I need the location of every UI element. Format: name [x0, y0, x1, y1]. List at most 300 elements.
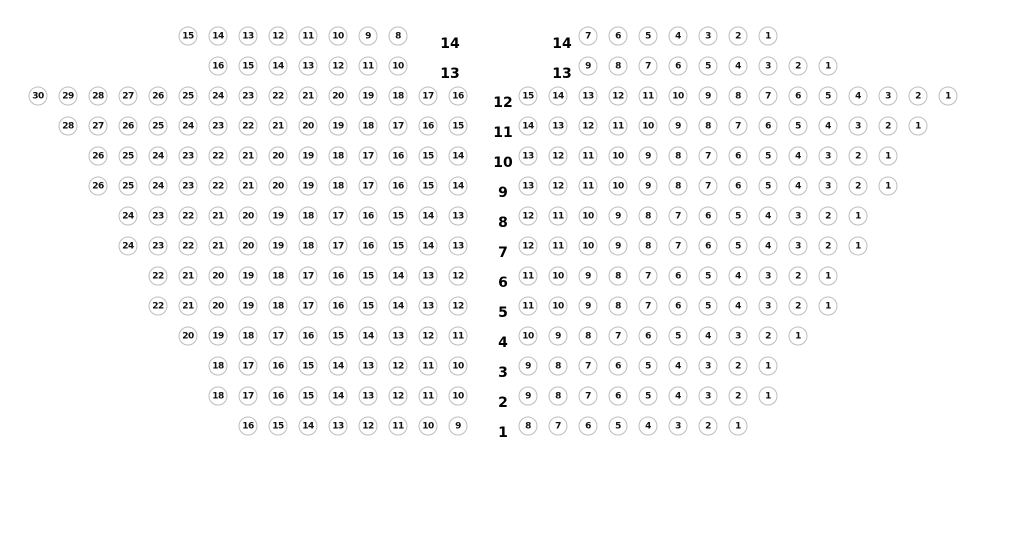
seat-row12-right-9[interactable]: 9 [699, 87, 718, 106]
seat-row11-left-27[interactable]: 27 [89, 117, 108, 136]
seat-row3-left-18[interactable]: 18 [209, 357, 228, 376]
seat-row12-right-15[interactable]: 15 [519, 87, 538, 106]
seat-row12-left-30[interactable]: 30 [29, 87, 48, 106]
seat-row3-right-3[interactable]: 3 [699, 357, 718, 376]
seat-row9-left-21[interactable]: 21 [239, 177, 258, 196]
seat-row10-right-5[interactable]: 5 [759, 147, 778, 166]
seat-row9-right-8[interactable]: 8 [669, 177, 688, 196]
seat-row13-left-10[interactable]: 10 [389, 57, 408, 76]
seat-row12-right-6[interactable]: 6 [789, 87, 808, 106]
seat-row3-right-9[interactable]: 9 [519, 357, 538, 376]
seat-row10-right-4[interactable]: 4 [789, 147, 808, 166]
seat-row10-right-11[interactable]: 11 [579, 147, 598, 166]
seat-row7-left-24[interactable]: 24 [119, 237, 138, 256]
seat-row2-right-5[interactable]: 5 [639, 387, 658, 406]
seat-row2-left-18[interactable]: 18 [209, 387, 228, 406]
seat-row5-right-5[interactable]: 5 [699, 297, 718, 316]
seat-row5-right-10[interactable]: 10 [549, 297, 568, 316]
seat-row5-left-13[interactable]: 13 [419, 297, 438, 316]
seat-row8-right-10[interactable]: 10 [579, 207, 598, 226]
seat-row4-left-16[interactable]: 16 [299, 327, 318, 346]
seat-row5-right-2[interactable]: 2 [789, 297, 808, 316]
seat-row11-right-7[interactable]: 7 [729, 117, 748, 136]
seat-row12-left-29[interactable]: 29 [59, 87, 78, 106]
seat-row4-right-4[interactable]: 4 [699, 327, 718, 346]
seat-row12-left-28[interactable]: 28 [89, 87, 108, 106]
seat-row3-right-4[interactable]: 4 [669, 357, 688, 376]
seat-row10-right-6[interactable]: 6 [729, 147, 748, 166]
seat-row13-right-5[interactable]: 5 [699, 57, 718, 76]
seat-row6-left-22[interactable]: 22 [149, 267, 168, 286]
seat-row10-left-14[interactable]: 14 [449, 147, 468, 166]
seat-row6-left-16[interactable]: 16 [329, 267, 348, 286]
seat-row9-left-26[interactable]: 26 [89, 177, 108, 196]
seat-row14-left-14[interactable]: 14 [209, 27, 228, 46]
seat-row12-right-14[interactable]: 14 [549, 87, 568, 106]
seat-row12-left-19[interactable]: 19 [359, 87, 378, 106]
seat-row11-left-28[interactable]: 28 [59, 117, 78, 136]
seat-row12-left-20[interactable]: 20 [329, 87, 348, 106]
seat-row14-left-9[interactable]: 9 [359, 27, 378, 46]
seat-row6-right-6[interactable]: 6 [669, 267, 688, 286]
seat-row9-left-25[interactable]: 25 [119, 177, 138, 196]
seat-row3-left-17[interactable]: 17 [239, 357, 258, 376]
seat-row11-right-4[interactable]: 4 [819, 117, 838, 136]
seat-row14-left-10[interactable]: 10 [329, 27, 348, 46]
seat-row13-left-12[interactable]: 12 [329, 57, 348, 76]
seat-row13-right-9[interactable]: 9 [579, 57, 598, 76]
seat-row14-right-2[interactable]: 2 [729, 27, 748, 46]
seat-row8-left-21[interactable]: 21 [209, 207, 228, 226]
seat-row1-right-7[interactable]: 7 [549, 417, 568, 436]
seat-row3-right-6[interactable]: 6 [609, 357, 628, 376]
seat-row1-right-1[interactable]: 1 [729, 417, 748, 436]
seat-row6-left-18[interactable]: 18 [269, 267, 288, 286]
seat-row10-left-18[interactable]: 18 [329, 147, 348, 166]
seat-row10-left-20[interactable]: 20 [269, 147, 288, 166]
seat-row5-left-15[interactable]: 15 [359, 297, 378, 316]
seat-row2-right-4[interactable]: 4 [669, 387, 688, 406]
seat-row4-right-5[interactable]: 5 [669, 327, 688, 346]
seat-row9-left-20[interactable]: 20 [269, 177, 288, 196]
seat-row5-right-7[interactable]: 7 [639, 297, 658, 316]
seat-row7-left-15[interactable]: 15 [389, 237, 408, 256]
seat-row14-right-4[interactable]: 4 [669, 27, 688, 46]
seat-row10-left-17[interactable]: 17 [359, 147, 378, 166]
seat-row9-left-16[interactable]: 16 [389, 177, 408, 196]
seat-row11-right-8[interactable]: 8 [699, 117, 718, 136]
seat-row7-right-6[interactable]: 6 [699, 237, 718, 256]
seat-row4-right-2[interactable]: 2 [759, 327, 778, 346]
seat-row7-right-10[interactable]: 10 [579, 237, 598, 256]
seat-row7-right-3[interactable]: 3 [789, 237, 808, 256]
seat-row5-right-6[interactable]: 6 [669, 297, 688, 316]
seat-row11-left-24[interactable]: 24 [179, 117, 198, 136]
seat-row9-left-15[interactable]: 15 [419, 177, 438, 196]
seat-row4-left-19[interactable]: 19 [209, 327, 228, 346]
seat-row11-left-18[interactable]: 18 [359, 117, 378, 136]
seat-row5-left-14[interactable]: 14 [389, 297, 408, 316]
seat-row11-left-19[interactable]: 19 [329, 117, 348, 136]
seat-row6-left-13[interactable]: 13 [419, 267, 438, 286]
seat-row9-right-4[interactable]: 4 [789, 177, 808, 196]
seat-row12-left-18[interactable]: 18 [389, 87, 408, 106]
seat-row5-right-4[interactable]: 4 [729, 297, 748, 316]
seat-row8-right-3[interactable]: 3 [789, 207, 808, 226]
seat-row13-right-8[interactable]: 8 [609, 57, 628, 76]
seat-row10-left-23[interactable]: 23 [179, 147, 198, 166]
seat-row7-left-18[interactable]: 18 [299, 237, 318, 256]
seat-row10-right-1[interactable]: 1 [879, 147, 898, 166]
seat-row12-left-26[interactable]: 26 [149, 87, 168, 106]
seat-row3-left-16[interactable]: 16 [269, 357, 288, 376]
seat-row11-right-6[interactable]: 6 [759, 117, 778, 136]
seat-row3-right-2[interactable]: 2 [729, 357, 748, 376]
seat-row2-left-11[interactable]: 11 [419, 387, 438, 406]
seat-row10-left-21[interactable]: 21 [239, 147, 258, 166]
seat-row8-left-13[interactable]: 13 [449, 207, 468, 226]
seat-row11-left-23[interactable]: 23 [209, 117, 228, 136]
seat-row14-right-3[interactable]: 3 [699, 27, 718, 46]
seat-row5-left-12[interactable]: 12 [449, 297, 468, 316]
seat-row9-right-10[interactable]: 10 [609, 177, 628, 196]
seat-row7-right-8[interactable]: 8 [639, 237, 658, 256]
seat-row10-right-9[interactable]: 9 [639, 147, 658, 166]
seat-row2-left-17[interactable]: 17 [239, 387, 258, 406]
seat-row12-left-22[interactable]: 22 [269, 87, 288, 106]
seat-row13-left-11[interactable]: 11 [359, 57, 378, 76]
seat-row12-right-13[interactable]: 13 [579, 87, 598, 106]
seat-row11-left-25[interactable]: 25 [149, 117, 168, 136]
seat-row2-right-1[interactable]: 1 [759, 387, 778, 406]
seat-row7-left-17[interactable]: 17 [329, 237, 348, 256]
seat-row9-right-1[interactable]: 1 [879, 177, 898, 196]
seat-row8-left-16[interactable]: 16 [359, 207, 378, 226]
seat-row9-left-14[interactable]: 14 [449, 177, 468, 196]
seat-row5-left-17[interactable]: 17 [299, 297, 318, 316]
seat-row7-left-23[interactable]: 23 [149, 237, 168, 256]
seat-row10-right-10[interactable]: 10 [609, 147, 628, 166]
seat-row3-right-1[interactable]: 1 [759, 357, 778, 376]
seat-row7-left-22[interactable]: 22 [179, 237, 198, 256]
seat-row4-right-7[interactable]: 7 [609, 327, 628, 346]
seat-row2-left-13[interactable]: 13 [359, 387, 378, 406]
seat-row9-left-17[interactable]: 17 [359, 177, 378, 196]
seat-row2-left-14[interactable]: 14 [329, 387, 348, 406]
seat-row6-right-11[interactable]: 11 [519, 267, 538, 286]
seat-row2-right-7[interactable]: 7 [579, 387, 598, 406]
seat-row8-left-14[interactable]: 14 [419, 207, 438, 226]
seat-row11-left-17[interactable]: 17 [389, 117, 408, 136]
seat-row12-left-27[interactable]: 27 [119, 87, 138, 106]
seat-row6-left-17[interactable]: 17 [299, 267, 318, 286]
seat-row10-right-13[interactable]: 13 [519, 147, 538, 166]
seat-row10-left-16[interactable]: 16 [389, 147, 408, 166]
seat-row1-left-13[interactable]: 13 [329, 417, 348, 436]
seat-row5-left-20[interactable]: 20 [209, 297, 228, 316]
seat-row7-left-20[interactable]: 20 [239, 237, 258, 256]
seat-row8-right-1[interactable]: 1 [849, 207, 868, 226]
seat-row1-right-2[interactable]: 2 [699, 417, 718, 436]
seat-row9-right-12[interactable]: 12 [549, 177, 568, 196]
seat-row14-left-12[interactable]: 12 [269, 27, 288, 46]
seat-row9-right-7[interactable]: 7 [699, 177, 718, 196]
seat-row2-left-10[interactable]: 10 [449, 387, 468, 406]
seat-row8-left-20[interactable]: 20 [239, 207, 258, 226]
seat-row12-right-11[interactable]: 11 [639, 87, 658, 106]
seat-row12-left-23[interactable]: 23 [239, 87, 258, 106]
seat-row11-right-14[interactable]: 14 [519, 117, 538, 136]
seat-row4-left-14[interactable]: 14 [359, 327, 378, 346]
seat-row5-right-11[interactable]: 11 [519, 297, 538, 316]
seat-row12-left-24[interactable]: 24 [209, 87, 228, 106]
seat-row7-right-5[interactable]: 5 [729, 237, 748, 256]
seat-row3-left-12[interactable]: 12 [389, 357, 408, 376]
seat-row1-right-6[interactable]: 6 [579, 417, 598, 436]
seat-row8-right-5[interactable]: 5 [729, 207, 748, 226]
seat-row4-left-12[interactable]: 12 [419, 327, 438, 346]
seat-row2-left-12[interactable]: 12 [389, 387, 408, 406]
seat-row9-right-5[interactable]: 5 [759, 177, 778, 196]
seat-row3-right-5[interactable]: 5 [639, 357, 658, 376]
seat-row14-left-8[interactable]: 8 [389, 27, 408, 46]
seat-row7-right-1[interactable]: 1 [849, 237, 868, 256]
seat-row6-right-8[interactable]: 8 [609, 267, 628, 286]
seat-row3-left-15[interactable]: 15 [299, 357, 318, 376]
seat-row8-left-15[interactable]: 15 [389, 207, 408, 226]
seat-row12-right-7[interactable]: 7 [759, 87, 778, 106]
seat-row11-right-13[interactable]: 13 [549, 117, 568, 136]
seat-row8-left-23[interactable]: 23 [149, 207, 168, 226]
seat-row8-right-9[interactable]: 9 [609, 207, 628, 226]
seat-row12-right-2[interactable]: 2 [909, 87, 928, 106]
seat-row6-right-10[interactable]: 10 [549, 267, 568, 286]
seat-row11-left-22[interactable]: 22 [239, 117, 258, 136]
seat-row6-left-19[interactable]: 19 [239, 267, 258, 286]
seat-row14-left-15[interactable]: 15 [179, 27, 198, 46]
seat-row7-right-2[interactable]: 2 [819, 237, 838, 256]
seat-row4-left-15[interactable]: 15 [329, 327, 348, 346]
seat-row3-right-8[interactable]: 8 [549, 357, 568, 376]
seat-row6-right-9[interactable]: 9 [579, 267, 598, 286]
seat-row7-left-19[interactable]: 19 [269, 237, 288, 256]
seat-row9-right-6[interactable]: 6 [729, 177, 748, 196]
seat-row13-left-14[interactable]: 14 [269, 57, 288, 76]
seat-row14-right-5[interactable]: 5 [639, 27, 658, 46]
seat-row10-left-19[interactable]: 19 [299, 147, 318, 166]
seat-row12-right-8[interactable]: 8 [729, 87, 748, 106]
seat-row14-left-11[interactable]: 11 [299, 27, 318, 46]
seat-row12-right-10[interactable]: 10 [669, 87, 688, 106]
seat-row12-left-17[interactable]: 17 [419, 87, 438, 106]
seat-row12-right-4[interactable]: 4 [849, 87, 868, 106]
seat-row12-right-12[interactable]: 12 [609, 87, 628, 106]
seat-row2-right-9[interactable]: 9 [519, 387, 538, 406]
seat-row5-left-21[interactable]: 21 [179, 297, 198, 316]
seat-row7-right-12[interactable]: 12 [519, 237, 538, 256]
seat-row7-left-13[interactable]: 13 [449, 237, 468, 256]
seat-row11-right-9[interactable]: 9 [669, 117, 688, 136]
seat-row6-right-4[interactable]: 4 [729, 267, 748, 286]
seat-row10-left-26[interactable]: 26 [89, 147, 108, 166]
seat-row3-left-11[interactable]: 11 [419, 357, 438, 376]
seat-row10-left-25[interactable]: 25 [119, 147, 138, 166]
seat-row1-left-16[interactable]: 16 [239, 417, 258, 436]
seat-row10-right-2[interactable]: 2 [849, 147, 868, 166]
seat-row1-right-4[interactable]: 4 [639, 417, 658, 436]
seat-row9-left-19[interactable]: 19 [299, 177, 318, 196]
seat-row7-left-14[interactable]: 14 [419, 237, 438, 256]
seat-row7-right-11[interactable]: 11 [549, 237, 568, 256]
seat-row1-left-9[interactable]: 9 [449, 417, 468, 436]
seat-row10-left-24[interactable]: 24 [149, 147, 168, 166]
seat-row1-right-3[interactable]: 3 [669, 417, 688, 436]
seat-row1-left-10[interactable]: 10 [419, 417, 438, 436]
seat-row2-left-16[interactable]: 16 [269, 387, 288, 406]
seat-row11-left-21[interactable]: 21 [269, 117, 288, 136]
seat-row9-right-13[interactable]: 13 [519, 177, 538, 196]
seat-row9-left-18[interactable]: 18 [329, 177, 348, 196]
seat-row8-right-11[interactable]: 11 [549, 207, 568, 226]
seat-row13-right-7[interactable]: 7 [639, 57, 658, 76]
seat-row9-right-3[interactable]: 3 [819, 177, 838, 196]
seat-row11-right-5[interactable]: 5 [789, 117, 808, 136]
seat-row6-left-15[interactable]: 15 [359, 267, 378, 286]
seat-row4-left-17[interactable]: 17 [269, 327, 288, 346]
seat-row2-right-3[interactable]: 3 [699, 387, 718, 406]
seat-row8-left-22[interactable]: 22 [179, 207, 198, 226]
seat-row8-left-18[interactable]: 18 [299, 207, 318, 226]
seat-row5-left-22[interactable]: 22 [149, 297, 168, 316]
seat-row12-left-25[interactable]: 25 [179, 87, 198, 106]
seat-row8-right-12[interactable]: 12 [519, 207, 538, 226]
seat-row1-right-8[interactable]: 8 [519, 417, 538, 436]
seat-row9-right-2[interactable]: 2 [849, 177, 868, 196]
seat-row6-left-21[interactable]: 21 [179, 267, 198, 286]
seat-row8-left-19[interactable]: 19 [269, 207, 288, 226]
seat-row4-right-9[interactable]: 9 [549, 327, 568, 346]
seat-row13-right-4[interactable]: 4 [729, 57, 748, 76]
seat-row5-left-16[interactable]: 16 [329, 297, 348, 316]
seat-row12-left-16[interactable]: 16 [449, 87, 468, 106]
seat-row5-right-3[interactable]: 3 [759, 297, 778, 316]
seat-row4-right-3[interactable]: 3 [729, 327, 748, 346]
seat-row3-right-7[interactable]: 7 [579, 357, 598, 376]
seat-row11-right-11[interactable]: 11 [609, 117, 628, 136]
seat-row8-right-4[interactable]: 4 [759, 207, 778, 226]
seat-row8-right-7[interactable]: 7 [669, 207, 688, 226]
seat-row9-right-11[interactable]: 11 [579, 177, 598, 196]
seat-row7-left-21[interactable]: 21 [209, 237, 228, 256]
seat-row3-left-13[interactable]: 13 [359, 357, 378, 376]
seat-row10-right-12[interactable]: 12 [549, 147, 568, 166]
seat-row9-left-22[interactable]: 22 [209, 177, 228, 196]
seat-row8-left-17[interactable]: 17 [329, 207, 348, 226]
seat-row7-left-16[interactable]: 16 [359, 237, 378, 256]
seat-row6-right-1[interactable]: 1 [819, 267, 838, 286]
seat-row11-right-10[interactable]: 10 [639, 117, 658, 136]
seat-row7-right-4[interactable]: 4 [759, 237, 778, 256]
seat-row12-right-5[interactable]: 5 [819, 87, 838, 106]
seat-row1-left-11[interactable]: 11 [389, 417, 408, 436]
seat-row11-right-3[interactable]: 3 [849, 117, 868, 136]
seat-row8-left-24[interactable]: 24 [119, 207, 138, 226]
seat-row1-left-12[interactable]: 12 [359, 417, 378, 436]
seat-row4-right-8[interactable]: 8 [579, 327, 598, 346]
seat-row13-right-2[interactable]: 2 [789, 57, 808, 76]
seat-row10-right-3[interactable]: 3 [819, 147, 838, 166]
seat-row8-right-2[interactable]: 2 [819, 207, 838, 226]
seat-row11-right-2[interactable]: 2 [879, 117, 898, 136]
seat-row5-right-8[interactable]: 8 [609, 297, 628, 316]
seat-row6-left-14[interactable]: 14 [389, 267, 408, 286]
seat-row11-left-26[interactable]: 26 [119, 117, 138, 136]
seat-row4-right-1[interactable]: 1 [789, 327, 808, 346]
seat-row11-left-20[interactable]: 20 [299, 117, 318, 136]
seat-row5-right-9[interactable]: 9 [579, 297, 598, 316]
seat-row8-right-6[interactable]: 6 [699, 207, 718, 226]
seat-row14-left-13[interactable]: 13 [239, 27, 258, 46]
seat-row4-left-20[interactable]: 20 [179, 327, 198, 346]
seat-row9-right-9[interactable]: 9 [639, 177, 658, 196]
seat-row4-left-18[interactable]: 18 [239, 327, 258, 346]
seat-row12-left-21[interactable]: 21 [299, 87, 318, 106]
seat-row1-left-15[interactable]: 15 [269, 417, 288, 436]
seat-row10-left-15[interactable]: 15 [419, 147, 438, 166]
seat-row4-right-10[interactable]: 10 [519, 327, 538, 346]
seat-row6-left-12[interactable]: 12 [449, 267, 468, 286]
seat-row2-left-15[interactable]: 15 [299, 387, 318, 406]
seat-row13-right-6[interactable]: 6 [669, 57, 688, 76]
seat-row5-right-1[interactable]: 1 [819, 297, 838, 316]
seat-row13-right-1[interactable]: 1 [819, 57, 838, 76]
seat-row7-right-9[interactable]: 9 [609, 237, 628, 256]
seat-row5-left-18[interactable]: 18 [269, 297, 288, 316]
seat-row3-left-14[interactable]: 14 [329, 357, 348, 376]
seat-row4-left-13[interactable]: 13 [389, 327, 408, 346]
seat-row2-right-8[interactable]: 8 [549, 387, 568, 406]
seat-row6-left-20[interactable]: 20 [209, 267, 228, 286]
seat-row5-left-19[interactable]: 19 [239, 297, 258, 316]
seat-row6-right-7[interactable]: 7 [639, 267, 658, 286]
seat-row11-right-12[interactable]: 12 [579, 117, 598, 136]
seat-row4-right-6[interactable]: 6 [639, 327, 658, 346]
seat-row10-right-7[interactable]: 7 [699, 147, 718, 166]
seat-row7-right-7[interactable]: 7 [669, 237, 688, 256]
seat-row1-right-5[interactable]: 5 [609, 417, 628, 436]
seat-row1-left-14[interactable]: 14 [299, 417, 318, 436]
seat-row13-left-16[interactable]: 16 [209, 57, 228, 76]
seat-row14-right-6[interactable]: 6 [609, 27, 628, 46]
seat-row6-right-3[interactable]: 3 [759, 267, 778, 286]
seat-row11-left-15[interactable]: 15 [449, 117, 468, 136]
seat-row14-right-1[interactable]: 1 [759, 27, 778, 46]
seat-row4-left-11[interactable]: 11 [449, 327, 468, 346]
seat-row11-left-16[interactable]: 16 [419, 117, 438, 136]
seat-row13-left-15[interactable]: 15 [239, 57, 258, 76]
seat-row3-left-10[interactable]: 10 [449, 357, 468, 376]
seat-row2-right-6[interactable]: 6 [609, 387, 628, 406]
seat-row12-right-1[interactable]: 1 [939, 87, 958, 106]
seat-row10-right-8[interactable]: 8 [669, 147, 688, 166]
seat-row13-left-13[interactable]: 13 [299, 57, 318, 76]
seat-row6-right-5[interactable]: 5 [699, 267, 718, 286]
seat-row9-left-24[interactable]: 24 [149, 177, 168, 196]
seat-row12-right-3[interactable]: 3 [879, 87, 898, 106]
seat-row10-left-22[interactable]: 22 [209, 147, 228, 166]
seat-row8-right-8[interactable]: 8 [639, 207, 658, 226]
seat-row9-left-23[interactable]: 23 [179, 177, 198, 196]
